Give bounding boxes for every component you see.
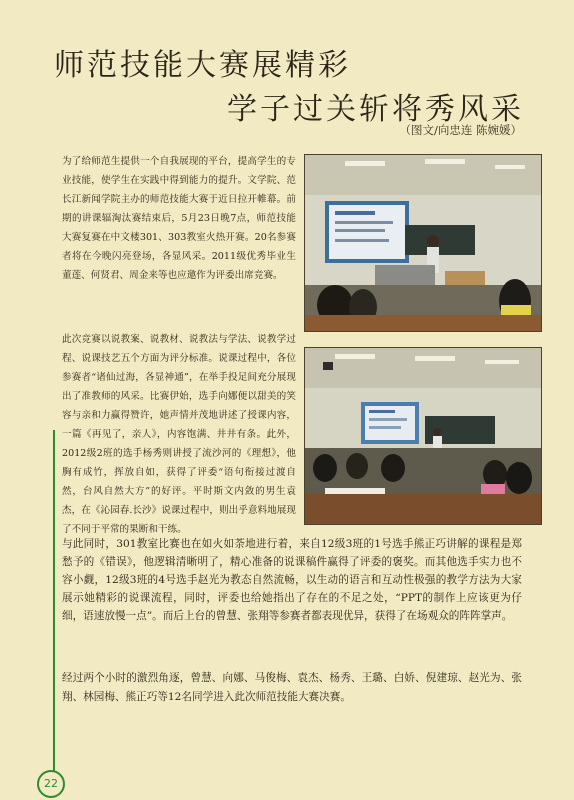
article-credit: （图文/向忠连 陈婉媛） xyxy=(399,123,522,137)
paragraph-4: 经过两个小时的激烈角逐，曾慧、向娜、马俊梅、袁杰、杨秀、王璐、白娇、倪建琼、赵光为、张翔、林园梅、熊正巧等12名同学进入此次师范技能大赛决赛。 xyxy=(62,672,522,703)
paragraph-2: 此次竞赛以说教案、说教材、说教法与学法、说教学过程、说课技艺五个方面为评分标准。说课过程中，各位参赛者“诸仙过海，各显神通”，在举手投足间充分展现出了准教师的风采。比赛伊始，选手向娜便以甜美的笑容与亲和力赢得赞许，她声情并茂地讲述了授课内容，一篇《再见了，亲人》，内容饱满、井井有条。此外，2012级2班的选手杨秀则讲授了流沙河的《理想》，他胸有成竹，挥放自如，获得了评委“语句衔接过渡自然，台风自然大方”的好评。平时斯文内敛的男生袁杰，在《沁园春.长沙》说课过程中，则出乎意料地展现了不同于平常的果断和干练。 xyxy=(62,334,296,535)
title-line-1: 师范技能大赛展精彩 xyxy=(54,48,351,83)
title-line-2: 学子过关斩将秀风采 xyxy=(227,92,524,127)
classroom-photo-2 xyxy=(304,347,542,525)
green-decorative-line xyxy=(53,430,55,788)
classroom-photo-1 xyxy=(304,154,542,332)
paragraph-1: 为了给师范生提供一个自我展现的平台，提高学生的专业技能，使学生在实践中得到能力的提升。文学院、范长江新闻学院主办的师范技能大赛于近日拉开帷幕。前期的讲课辐淘汰赛结束后，5月23日晚7点，师范技能大赛复赛在中文楼301、303教室火热开赛。20名参赛者将在今晚闪亮登场，各显风采。2011级优秀毕业生董莲、何贤君、周金来等也应邀作为评委出席竞赛。 xyxy=(62,156,296,281)
paragraph-3: 与此同时，301教室比赛也在如火如荼地进行着，来自12级3班的1号选手熊正巧讲解的课程是郑愁予的《错误》，他逻辑清晰明了，精心准备的说课稿件赢得了评委的褒奖。而其他选手实力也不容小觑，12级3班的4号选手赵光为教态自然流畅，以生动的语言和互动性极强的教学方法为大家展示她精彩的说课流程，同时，评委也给她指出了存在的不足之处，“PPT的制作上应该更为仔细，语速放慢一点”。而后上台的曾慧、张翔等参赛者都表现优异，获得了在场观众的阵阵掌声。 xyxy=(62,538,522,622)
page-number: 22 xyxy=(37,770,65,798)
